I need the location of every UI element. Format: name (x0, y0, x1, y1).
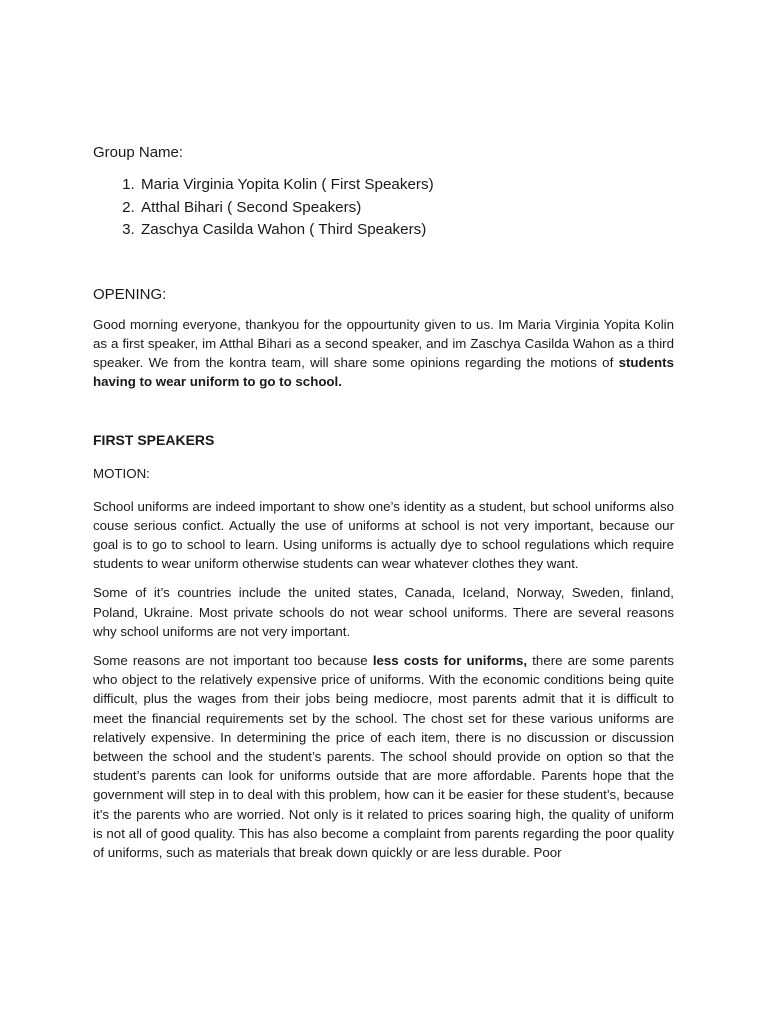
first-speakers-paragraph-3 (93, 651, 674, 862)
document-page (93, 143, 674, 862)
first-speakers-heading: FIRST SPEAKERS (93, 432, 215, 449)
group-member-list (93, 174, 674, 242)
opening-motion-bold: students having to wear uniform to go to school. (93, 354, 674, 390)
group-member-3: 3. Zaschya Casilda Wahon ( Third Speakers) (139, 219, 674, 242)
paragraph-3-bold: less costs for uniforms, (372, 653, 528, 669)
opening-text: Good morning everyone, thankyou for the oppourtunity given to us. Im Maria Virginia Yopita Kolin as a first speaker, im Atthal Bihari as a second speaker, and im Zaschya Casilda Wahon as a third speaker. We from the kontra team, will share some opinions regarding the motions of (93, 316, 674, 370)
first-speakers-paragraph-2: Some of it’s countries include the united states, Canada, Iceland, Norway, Sweden, finland, Poland, Ukraine. Most private schools do not wear school uniforms. There are several reasons why school uniforms are not very important. (93, 585, 674, 639)
group-name-label: Group Name: (93, 144, 184, 161)
first-speakers-paragraph-1: School uniforms are indeed important to show one’s identity as a student, but school uniforms also couse serious confict. Actually the use of uniforms at school is not very important, because our goal is to go to school to learn. Using uniforms is actually dye to school regulations which require students to wear uniform otherwise students can wear whatever clothes they want. (93, 498, 674, 572)
group-member-2: 2. Atthal Bihari ( Second Speakers) (139, 197, 674, 220)
group-member-1: 1. Maria Virginia Yopita Kolin ( First Speakers) (139, 174, 674, 197)
motion-label: MOTION: (93, 466, 150, 482)
opening-paragraph (93, 315, 674, 392)
opening-heading: OPENING: (93, 285, 167, 303)
paragraph-3-rest: there are some parents who object to the relatively expensive price of uniforms. With the economic conditions being quite difficult, plus the wages from their jobs being mediocre, most parents admit that it is difficult to meet the financial requirements set by the school. The chost set for these various uniforms are relatively expensive. In determining the price of each item, there is no discussion or discussion between the school and the student’s parents. The school should provide on option so that the student’s parents can look for uniforms outside that are more affordable. Parents hope that the government will step in to deal with this problem, how can it be easier for these student’s, because it’s the parents who are worried. Not only is it related to prices soaring high, the quality of uniform is not all of good quality. This has also become a complaint from parents regarding the poor quality of uniforms, such as materials that break down quickly or are less durable. Poor (93, 653, 675, 861)
paragraph-3-intro: Some reasons are not important too because (93, 653, 373, 669)
